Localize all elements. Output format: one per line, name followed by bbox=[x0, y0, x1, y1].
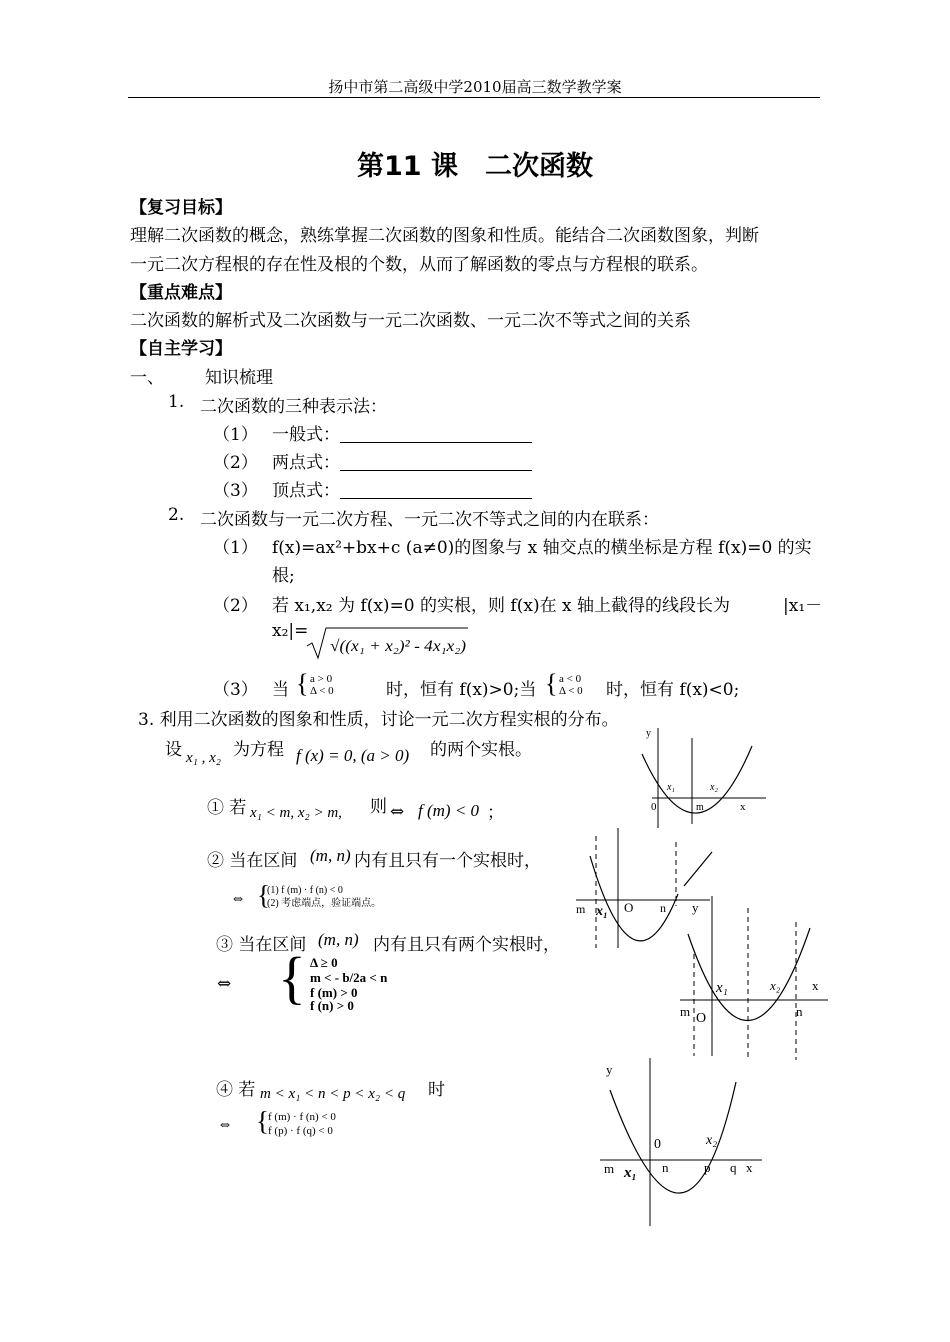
form2-line bbox=[272, 448, 532, 473]
relation3-middle: 时，恒有 f(x)>0;当 bbox=[386, 680, 537, 700]
case3-sys-line-3: f (m) > 0 bbox=[310, 985, 358, 1000]
segment-length-formula-text: √((x₁ + x₂)² - 4x₁x₂) bbox=[330, 638, 466, 655]
g3-m-label: m bbox=[680, 1004, 691, 1019]
setup-tail: 的两个实根。 bbox=[430, 740, 532, 760]
case2-sys-line-2: (2) 考虑端点，验证端点。 bbox=[267, 898, 382, 909]
case4-label: ④ 若 bbox=[216, 1080, 256, 1100]
sys1-line-2: Δ < 0 bbox=[310, 685, 334, 697]
form3-blank[interactable] bbox=[340, 481, 532, 499]
item2-number: 2. bbox=[168, 505, 185, 525]
case1-condition: x₁ < m, x₂ > m, bbox=[250, 805, 342, 821]
g4-x-label: x bbox=[746, 1160, 753, 1175]
case4-sys-line-2: f (p) · f (q) < 0 bbox=[268, 1125, 333, 1137]
case3-text: 内有且只有两个实根时， bbox=[373, 935, 560, 955]
setup-let: 设 bbox=[165, 740, 182, 760]
relation1-text-b: 根; bbox=[272, 566, 295, 586]
setup-equation: f (x) = 0, (a > 0) bbox=[296, 746, 410, 765]
graph-case-4 bbox=[598, 1054, 766, 1230]
relation1-number: （1） bbox=[213, 538, 258, 558]
page-title: 第11 课 二次函数 bbox=[357, 151, 593, 182]
g1-x1-label: x₁ bbox=[667, 782, 675, 793]
item3-text: 3. 利用二次函数的图象和性质，讨论一元二次方程实根的分布。 bbox=[138, 710, 619, 730]
key-line: 二次函数的解析式及二次函数与一元二次函数、一元二次不等式之间的关系 bbox=[130, 311, 691, 331]
goal-line-1: 理解二次函数的概念，熟练掌握二次函数的图象和性质。能结合二次函数图象，判断 bbox=[130, 226, 759, 246]
setup-for-equation: 为方程 bbox=[233, 740, 284, 760]
case1-then: 则 bbox=[370, 797, 387, 817]
case2-iff: ⇔ bbox=[233, 892, 244, 906]
g1-m-label: m bbox=[696, 802, 704, 813]
relation3-number: （3） bbox=[213, 680, 258, 700]
g1-y-label: y bbox=[646, 728, 651, 739]
g3-x1-label: x₁ bbox=[716, 980, 728, 996]
case1-iff: ⇔ bbox=[390, 802, 405, 822]
form1-number: （1） bbox=[213, 425, 258, 445]
case2-interval: (m, n) bbox=[310, 846, 351, 865]
g1-origin-label: 0 bbox=[651, 801, 657, 813]
form2-blank[interactable] bbox=[340, 453, 532, 471]
setup-roots: x₁ , x₂ bbox=[186, 750, 221, 766]
g4-x1-label: x₁ bbox=[624, 1165, 637, 1181]
case4-sys-line-1: f (m) · f (n) < 0 bbox=[268, 1111, 336, 1123]
form1-line bbox=[272, 420, 532, 445]
g2-x1-label: x₁ bbox=[596, 904, 608, 919]
page-header: 扬中市第二高级中学2010届高三数学教学案 bbox=[328, 78, 622, 96]
case4-condition: m < x₁ < n < p < x₂ < q bbox=[260, 1086, 406, 1102]
case2-sys-line-1: (1) f (m) · f (n) < 0 bbox=[267, 885, 343, 896]
section-key-heading: 【重点难点】 bbox=[130, 283, 232, 303]
item2-text: 二次函数与一元二次方程、一元二次不等式之间的内在联系： bbox=[200, 510, 659, 530]
graph-case-3 bbox=[678, 892, 830, 1064]
goal-line-2: 一元二次方程根的存在性及根的个数，从而了解函数的零点与方程根的联系。 bbox=[130, 255, 708, 275]
case4-iff: ⇔ bbox=[220, 1118, 231, 1132]
g3-origin-label: O bbox=[696, 1011, 707, 1026]
g4-y-label: y bbox=[606, 1062, 613, 1077]
relation2-text-c: x₂|= bbox=[272, 621, 309, 641]
g4-q-label: q bbox=[730, 1160, 737, 1175]
case3-interval: (m, n) bbox=[318, 930, 359, 949]
item1-text: 二次函数的三种表示法： bbox=[200, 397, 387, 417]
case2-text: 内有且只有一个实根时， bbox=[354, 851, 541, 871]
case4-end: 时 bbox=[428, 1080, 445, 1100]
case1-result: f (m) < 0 bbox=[418, 801, 480, 820]
part1-number: 一、 bbox=[130, 368, 164, 388]
g4-origin-label: 0 bbox=[654, 1137, 661, 1152]
graph-case-1 bbox=[636, 724, 768, 830]
g3-x2-label: x₂ bbox=[770, 978, 781, 993]
case3-sys-line-2: m < - b/2a < n bbox=[310, 970, 388, 985]
case1-label: ① 若 bbox=[207, 798, 247, 818]
form3-label: 顶点式： bbox=[272, 481, 340, 501]
relation2-text-b: |x₁－ bbox=[783, 596, 823, 616]
g4-m-label: m bbox=[604, 1161, 615, 1176]
section-self-heading: 【自主学习】 bbox=[130, 339, 232, 359]
case3-sys-line-1: Δ ≥ 0 bbox=[310, 955, 338, 970]
relation1-text-a: f(x)=ax²+bx+c (a≠0)的图象与 x 轴交点的横坐标是方程 f(x)=0 的实 bbox=[272, 538, 812, 558]
case3-sys-line-4: f (n) > 0 bbox=[310, 998, 354, 1013]
g2-y-label: y bbox=[692, 900, 699, 915]
g4-x2-label: x₂ bbox=[706, 1133, 718, 1148]
form3-number: （3） bbox=[213, 481, 258, 501]
g4-n-label: n bbox=[662, 1160, 669, 1175]
g3-x-label: x bbox=[812, 978, 819, 993]
g2-m-label: m bbox=[576, 902, 586, 916]
part1-label: 知识梳理 bbox=[205, 368, 273, 388]
item1-number: 1. bbox=[168, 392, 185, 412]
g1-x-label: x bbox=[740, 801, 746, 813]
case3-label: ③ 当在区间 bbox=[216, 935, 307, 955]
form2-number: （2） bbox=[213, 453, 258, 473]
g2-origin-label: O bbox=[624, 900, 634, 915]
relation3-when: 当 bbox=[272, 680, 289, 700]
g3-n-label: n bbox=[796, 1004, 803, 1019]
section-goal-heading: 【复习目标】 bbox=[130, 198, 232, 218]
case1-end: ； bbox=[487, 803, 504, 823]
g1-x2-label: x₂ bbox=[710, 782, 718, 793]
sys2-line-1: a < 0 bbox=[559, 673, 582, 685]
form1-blank[interactable] bbox=[340, 425, 532, 443]
g4-p-label: p bbox=[704, 1160, 711, 1175]
header-rule bbox=[128, 97, 820, 98]
case3-iff: ⇔ bbox=[217, 974, 232, 994]
sys1-line-1: a > 0 bbox=[310, 673, 333, 685]
form3-line bbox=[272, 476, 532, 501]
g2-n-label: n bbox=[660, 901, 666, 915]
relation3-end: 时，恒有 f(x)<0; bbox=[606, 680, 740, 700]
form2-label: 两点式： bbox=[272, 453, 340, 473]
form1-label: 一般式： bbox=[272, 425, 340, 445]
case2-label: ② 当在区间 bbox=[207, 851, 298, 871]
sys2-line-2: Δ < 0 bbox=[559, 685, 583, 697]
segment-length-formula bbox=[304, 624, 472, 664]
relation2-number: （2） bbox=[213, 596, 258, 616]
relation2-text-a: 若 x₁,x₂ 为 f(x)=0 的实根，则 f(x)在 x 轴上截得的线段长为 bbox=[272, 596, 730, 616]
